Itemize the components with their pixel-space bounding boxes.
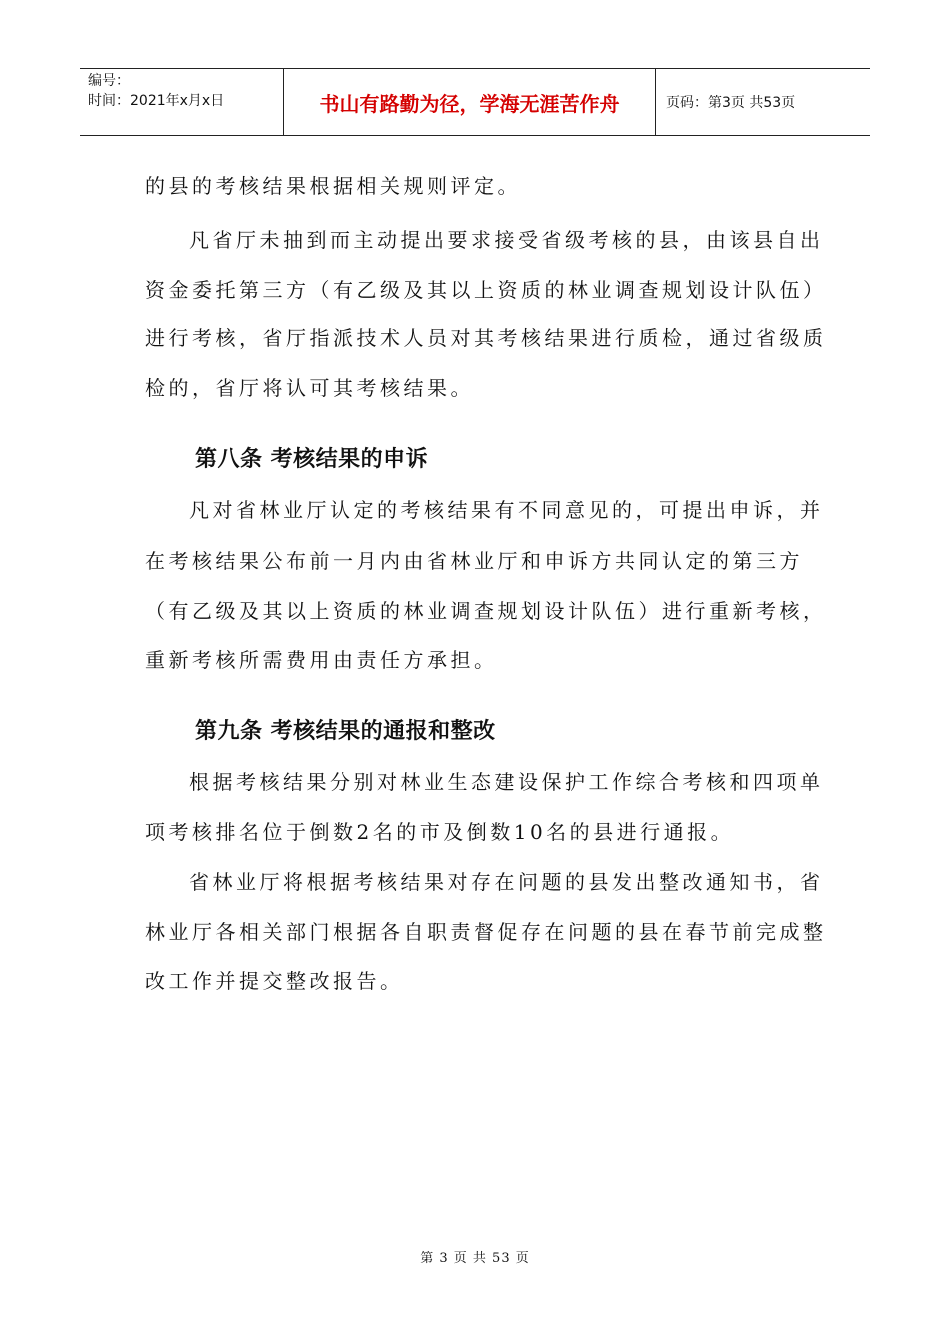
header-page-info: 页码：第3页 共53页 <box>666 95 796 111</box>
paragraph-line: 林业厅各相关部门根据各自职责督促存在问题的县在春节前完成整 <box>145 920 827 944</box>
section-heading-article-9: 第九条 考核结果的通报和整改 <box>195 719 496 744</box>
date-label: 时间：2021年x月x日 <box>88 93 225 109</box>
paragraph-line: （有乙级及其以上资质的林业调查规划设计队伍）进行重新考核， <box>145 599 827 623</box>
header-motto: 书山有路勤为径，学海无涯苦作舟 <box>283 69 656 135</box>
paragraph-line: 省林业厅将根据考核结果对存在问题的县发出整改通知书，省 <box>189 870 824 894</box>
paragraph-line: 凡省厅未抽到而主动提出要求接受省级考核的县，由该县自出 <box>189 228 824 252</box>
paragraph-line: 重新考核所需费用由责任方承担。 <box>145 648 498 672</box>
paragraph-line: 资金委托第三方（有乙级及其以上资质的林业调查规划设计队伍） <box>145 278 827 302</box>
paragraph-line: 在考核结果公布前一月内由省林业厅和申诉方共同认定的第三方 <box>145 549 803 573</box>
paragraph-line: 检的，省厅将认可其考核结果。 <box>145 376 474 400</box>
paragraph-line: 项考核排名位于倒数2名的市及倒数10名的县进行通报。 <box>145 820 735 844</box>
page-footer: 第 3 页 共 53 页 <box>420 1251 530 1266</box>
serial-number-label: 编号： <box>88 73 130 89</box>
paragraph-line: 根据考核结果分别对林业生态建设保护工作综合考核和四项单 <box>189 770 824 794</box>
paragraph-line: 改工作并提交整改报告。 <box>145 969 404 993</box>
header-meta-cell <box>80 69 283 135</box>
paragraph-line: 的县的考核结果根据相关规则评定。 <box>145 174 521 198</box>
paragraph-line: 凡对省林业厅认定的考核结果有不同意见的，可提出申诉，并 <box>189 498 824 522</box>
document-header <box>80 68 870 136</box>
section-heading-article-8: 第八条 考核结果的申诉 <box>195 447 429 472</box>
paragraph-line: 进行考核，省厅指派技术人员对其考核结果进行质检，通过省级质 <box>145 326 827 350</box>
